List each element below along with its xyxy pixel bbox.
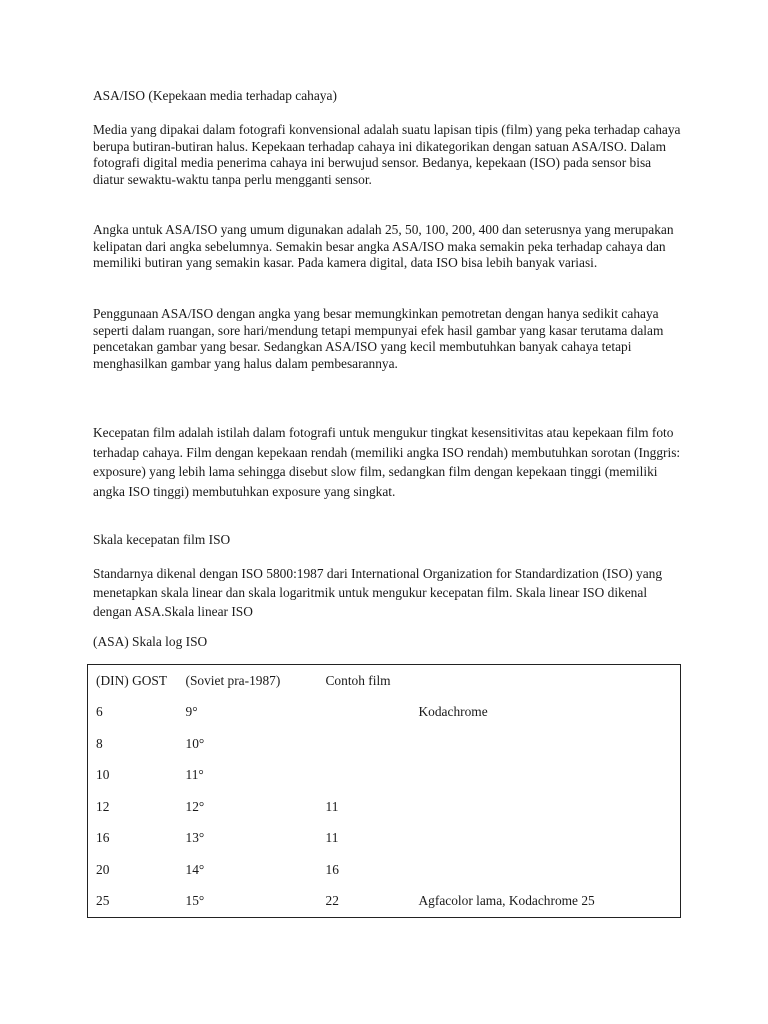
table-cell: 15° [185, 893, 205, 909]
table-cell: 12° [185, 798, 205, 814]
table-cell [318, 697, 411, 729]
table-header-cell [411, 665, 681, 697]
table-header-cell: (Soviet pra-1987) [185, 672, 281, 688]
table-cell: 6 [96, 704, 103, 720]
table-row [88, 697, 681, 729]
table-cell [411, 854, 681, 886]
table-row [88, 728, 681, 760]
table-cell: 12 [96, 798, 110, 814]
table-cell: 13° [185, 830, 205, 846]
document-heading: ASA/ISO (Kepekaan media terhadap cahaya) [93, 88, 337, 103]
table-cell: 8 [96, 735, 103, 751]
paragraph-skala-kecepatan: Skala kecepatan film ISO [93, 532, 231, 547]
iso-film-speed-table [87, 664, 681, 918]
table-row [88, 760, 681, 792]
table-cell: 14° [185, 861, 205, 877]
paragraph-kecepatan-film: Kecepatan film adalah istilah dalam fotografi untuk mengukur tingkat kesensitivitas atau kepekaan film foto terhadap cahaya. Film dengan kepekaan rendah (memiliki angka ISO rendah) membutuhkan sorotan (Inggris: exposure) yang lebih lama sehingga disebut slow film, sedangkan film dengan kepekaan tinggi (memiliki angka ISO tinggi) membutuhkan exposure yang singkat. [93, 425, 681, 499]
table-row [88, 791, 681, 823]
table-row [88, 886, 681, 918]
table-row [88, 823, 681, 855]
table-cell: 11° [185, 767, 204, 783]
table-cell: 10° [185, 735, 205, 751]
table-cell: 10 [96, 767, 110, 783]
paragraph-penggunaan-asa-iso: Penggunaan ASA/ISO dengan angka yang besar memungkinkan pemotretan dengan hanya sedikit cahaya seperti dalam ruangan, sore hari/mendung tetapi mempunyai efek hasil gambar yang kasar terutama dalam pencetakan gambar yang besar. Sedangkan ASA/ISO yang kecil membutuhkan banyak cahaya tetapi menghasilkan gambar yang halus dalam pembesarannya. [93, 306, 664, 371]
table-cell: 25 [96, 893, 110, 909]
table-cell: 16 [96, 830, 110, 846]
table-cell: 11 [325, 830, 339, 846]
table-cell: 16 [325, 861, 339, 877]
table-cell [411, 728, 681, 760]
table-header-row [88, 665, 681, 697]
table-cell [318, 760, 411, 792]
paragraph-angka-asa-iso: Angka untuk ASA/ISO yang umum digunakan adalah 25, 50, 100, 200, 400 dan seterusnya yang merupakan kelipatan dari angka sebelumnya. Semakin besar angka ASA/ISO maka semakin peka terhadap cahaya dan memiliki butiran yang semakin kasar. Pada kamera digital, data ISO bisa lebih banyak variasi. [93, 222, 674, 271]
table-cell: Agfacolor lama, Kodachrome 25 [418, 893, 595, 909]
table-header-cell: Contoh film [325, 672, 391, 688]
table-cell: Kodachrome [418, 704, 488, 720]
table-cell [411, 823, 681, 855]
paragraph-asa-skala-log: (ASA) Skala log ISO [93, 634, 208, 649]
table-row [88, 854, 681, 886]
table-cell: 20 [96, 861, 110, 877]
table-cell [411, 760, 681, 792]
table-cell: 9° [185, 704, 198, 720]
table-cell [411, 791, 681, 823]
paragraph-media-fotografi: Media yang dipakai dalam fotografi konvensional adalah suatu lapisan tipis (film) yang peka terhadap cahaya berupa butiran-butiran halus. Kepekaan terhadap cahaya ini dikategorikan dengan satuan ASA/ISO. Dalam fotografi digital media penerima cahaya ini berwujud sensor. Bedanya, kepekaan (ISO) pada sensor bisa diatur sewaktu-waktu tanpa perlu mengganti sensor. [93, 122, 681, 187]
table-cell: 11 [325, 798, 339, 814]
table-header-cell: (DIN) GOST [96, 672, 168, 688]
table-cell [318, 728, 411, 760]
paragraph-standar-iso: Standarnya dikenal dengan ISO 5800:1987 dari International Organization for Standardization (ISO) yang menetapkan skala linear dan skala logaritmik untuk mengukur kecepatan film. Skala linear ISO dikenal dengan ASA.Skala linear ISO [93, 566, 663, 619]
table-cell: 22 [325, 893, 339, 909]
